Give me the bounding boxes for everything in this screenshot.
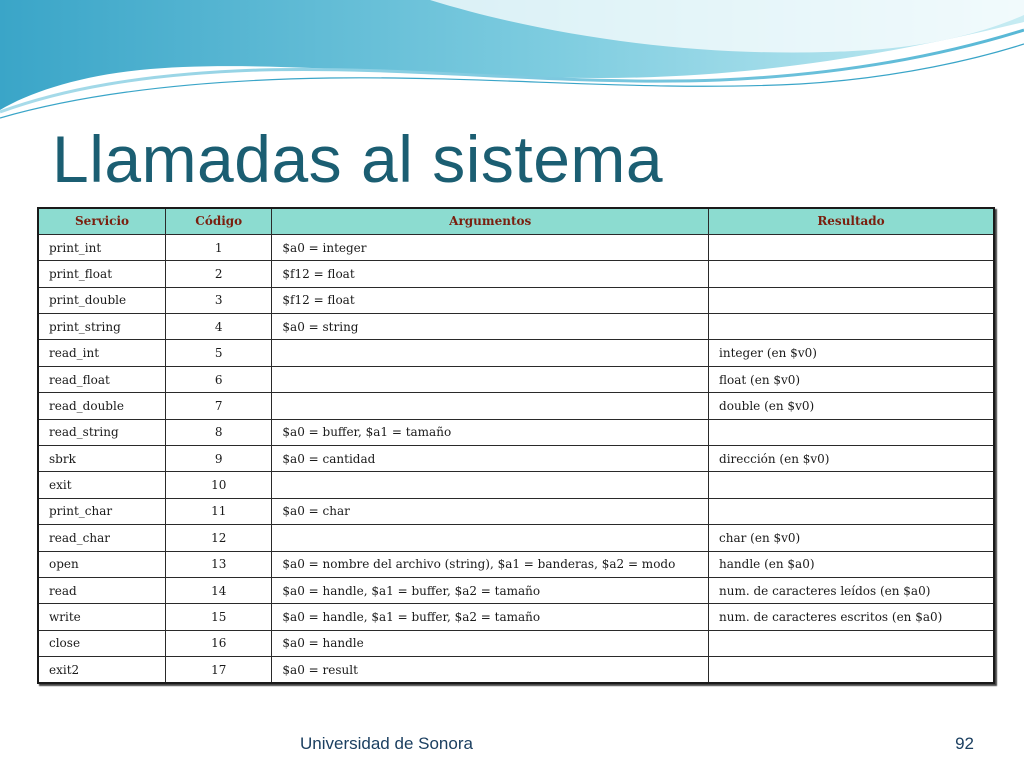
service-cell: sbrk xyxy=(38,446,166,472)
result-cell xyxy=(709,234,994,260)
result-cell xyxy=(709,630,994,656)
result-cell xyxy=(709,261,994,287)
service-cell: read_int xyxy=(38,340,166,366)
header-codigo: Código xyxy=(166,208,272,234)
code-cell: 4 xyxy=(166,314,272,340)
arguments-cell: $a0 = string xyxy=(272,314,709,340)
arguments-cell: $a0 = handle, $a1 = buffer, $a2 = tamaño xyxy=(272,604,709,630)
code-cell: 6 xyxy=(166,366,272,392)
code-cell: 15 xyxy=(166,604,272,630)
table-body xyxy=(38,234,994,683)
service-cell: close xyxy=(38,630,166,656)
code-cell: 3 xyxy=(166,287,272,313)
result-cell xyxy=(709,498,994,524)
service-cell: print_int xyxy=(38,234,166,260)
result-cell: float (en $v0) xyxy=(709,366,994,392)
table-row xyxy=(38,498,994,524)
code-cell: 2 xyxy=(166,261,272,287)
service-cell: print_string xyxy=(38,314,166,340)
table-header-row xyxy=(38,208,994,234)
result-cell xyxy=(709,287,994,313)
code-cell: 9 xyxy=(166,446,272,472)
arguments-cell xyxy=(272,393,709,419)
table-row xyxy=(38,287,994,313)
arguments-cell: $a0 = result xyxy=(272,657,709,683)
arguments-cell: $a0 = cantidad xyxy=(272,446,709,472)
result-cell: handle (en $a0) xyxy=(709,551,994,577)
table-row xyxy=(38,472,994,498)
code-cell: 11 xyxy=(166,498,272,524)
table-row xyxy=(38,366,994,392)
arguments-cell: $a0 = handle xyxy=(272,630,709,656)
code-cell: 17 xyxy=(166,657,272,683)
service-cell: read xyxy=(38,577,166,603)
table-row xyxy=(38,314,994,340)
table-row xyxy=(38,234,994,260)
code-cell: 1 xyxy=(166,234,272,260)
arguments-cell xyxy=(272,340,709,366)
service-cell: exit xyxy=(38,472,166,498)
table-row xyxy=(38,604,994,630)
result-cell xyxy=(709,419,994,445)
table-row xyxy=(38,340,994,366)
service-cell: read_string xyxy=(38,419,166,445)
table-row xyxy=(38,577,994,603)
service-cell: print_char xyxy=(38,498,166,524)
result-cell: num. de caracteres escritos (en $a0) xyxy=(709,604,994,630)
table-row xyxy=(38,393,994,419)
arguments-cell: $a0 = char xyxy=(272,498,709,524)
code-cell: 16 xyxy=(166,630,272,656)
slide-title: Llamadas al sistema xyxy=(52,122,664,196)
header-argumentos: Argumentos xyxy=(272,208,709,234)
result-cell: dirección (en $v0) xyxy=(709,446,994,472)
header-resultado: Resultado xyxy=(709,208,994,234)
code-cell: 5 xyxy=(166,340,272,366)
result-cell: num. de caracteres leídos (en $a0) xyxy=(709,577,994,603)
code-cell: 8 xyxy=(166,419,272,445)
arguments-cell xyxy=(272,525,709,551)
table-row xyxy=(38,261,994,287)
table-row xyxy=(38,446,994,472)
footer-institution: Universidad de Sonora xyxy=(300,734,473,753)
code-cell: 10 xyxy=(166,472,272,498)
result-cell xyxy=(709,657,994,683)
arguments-cell: $f12 = float xyxy=(272,287,709,313)
result-cell: integer (en $v0) xyxy=(709,340,994,366)
result-cell xyxy=(709,472,994,498)
service-cell: read_char xyxy=(38,525,166,551)
arguments-cell: $f12 = float xyxy=(272,261,709,287)
arguments-cell: $a0 = nombre del archivo (string), $a1 = banderas, $a2 = modo xyxy=(272,551,709,577)
code-cell: 14 xyxy=(166,577,272,603)
code-cell: 7 xyxy=(166,393,272,419)
service-cell: read_double xyxy=(38,393,166,419)
arguments-cell: $a0 = integer xyxy=(272,234,709,260)
system-calls-table xyxy=(37,207,995,684)
result-cell xyxy=(709,314,994,340)
service-cell: write xyxy=(38,604,166,630)
table-row xyxy=(38,657,994,683)
header-wave-decoration xyxy=(0,0,1024,140)
service-cell: read_float xyxy=(38,366,166,392)
header-servicio: Servicio xyxy=(38,208,166,234)
table-row xyxy=(38,525,994,551)
arguments-cell xyxy=(272,366,709,392)
service-cell: print_double xyxy=(38,287,166,313)
result-cell: double (en $v0) xyxy=(709,393,994,419)
code-cell: 12 xyxy=(166,525,272,551)
service-cell: print_float xyxy=(38,261,166,287)
table-row xyxy=(38,419,994,445)
arguments-cell: $a0 = handle, $a1 = buffer, $a2 = tamaño xyxy=(272,577,709,603)
result-cell: char (en $v0) xyxy=(709,525,994,551)
service-cell: exit2 xyxy=(38,657,166,683)
arguments-cell: $a0 = buffer, $a1 = tamaño xyxy=(272,419,709,445)
arguments-cell xyxy=(272,472,709,498)
table-row xyxy=(38,551,994,577)
code-cell: 13 xyxy=(166,551,272,577)
page-number: 92 xyxy=(955,734,974,753)
table-row xyxy=(38,630,994,656)
service-cell: open xyxy=(38,551,166,577)
